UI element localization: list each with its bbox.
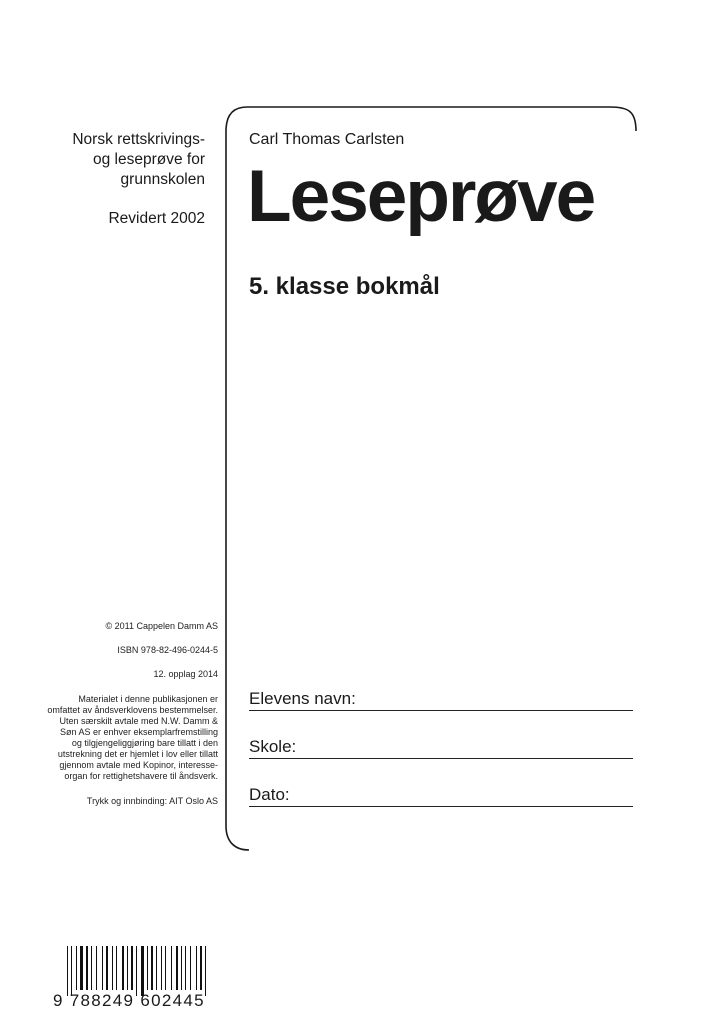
copyright-notice: © 2011 Cappelen Damm AS	[105, 621, 218, 631]
barcode-bar	[185, 946, 186, 990]
printer-info: Trykk og innbinding: AIT Oslo AS	[86, 796, 218, 806]
barcode-bar	[141, 946, 144, 996]
rights-notice	[0, 694, 218, 782]
barcode-bar	[196, 946, 197, 990]
barcode-bar	[171, 946, 172, 990]
school-label: Skole:	[249, 737, 297, 756]
school-field[interactable]	[249, 737, 633, 759]
student-name-line	[249, 710, 633, 711]
barcode-bar	[102, 946, 103, 990]
barcode-bar	[131, 946, 133, 990]
grade-subtitle: 5. klasse bokmål	[249, 273, 440, 300]
barcode-bar	[181, 946, 182, 990]
series-subtitle	[0, 130, 205, 190]
barcode-bar	[96, 946, 97, 990]
barcode-bar	[127, 946, 128, 990]
barcode-bar	[76, 946, 77, 990]
barcode-bar	[156, 946, 157, 990]
edition-info: 12. opplag 2014	[153, 669, 218, 679]
barcode-bar	[190, 946, 191, 990]
barcode-bar	[176, 946, 178, 990]
barcode-bar	[151, 946, 153, 990]
barcode-bar	[67, 946, 68, 996]
barcode-bar	[86, 946, 88, 990]
rights-line: Søn AS er enhver eksemplarfremstilling	[59, 727, 218, 737]
rights-line: gjennom avtale med Kopinor, interesse-	[59, 760, 218, 770]
barcode-bar	[147, 946, 148, 990]
date-line	[249, 806, 633, 807]
barcode-bar	[106, 946, 108, 990]
page-title: Leseprøve	[247, 156, 595, 237]
school-line	[249, 758, 633, 759]
subtitle-line: Norsk rettskrivings-	[72, 131, 205, 148]
date-field[interactable]	[249, 785, 633, 807]
barcode-bar	[161, 946, 162, 990]
rights-line: omfattet av åndsverklovens bestemmelser.	[47, 705, 218, 715]
isbn-number: ISBN 978-82-496-0244-5	[117, 645, 218, 655]
date-label: Dato:	[249, 785, 290, 804]
barcode-bar	[205, 946, 206, 996]
rights-line: og tilgjengeliggjøring bare tillatt i den	[71, 738, 218, 748]
rights-line: organ for rettighetshavere til åndsverk.	[64, 771, 218, 781]
barcode-bar	[122, 946, 124, 990]
student-name-label: Elevens navn:	[249, 689, 356, 708]
rights-line: utstrekning det er hjemlet i lov eller tillatt	[57, 749, 218, 759]
student-name-field[interactable]	[249, 689, 633, 711]
author-name: Carl Thomas Carlsten	[249, 131, 405, 148]
barcode-bar	[71, 946, 72, 996]
barcode-icon	[53, 946, 223, 996]
subtitle-line: grunnskolen	[120, 171, 205, 188]
barcode-bar	[136, 946, 137, 996]
barcode-digits: 9 788249 602445	[53, 991, 205, 1010]
subtitle-line: og leseprøve for	[93, 151, 205, 168]
rights-line: Materialet i denne publikasjonen er	[78, 694, 218, 704]
barcode-bar	[165, 946, 166, 990]
barcode-bar	[91, 946, 92, 990]
barcode-bar	[80, 946, 83, 990]
barcode-bar	[116, 946, 117, 990]
rights-line: Uten særskilt avtale med N.W. Damm &	[59, 716, 218, 726]
revision-label: Revidert 2002	[108, 210, 205, 227]
barcode-bar	[200, 946, 202, 990]
barcode-bar	[112, 946, 113, 990]
